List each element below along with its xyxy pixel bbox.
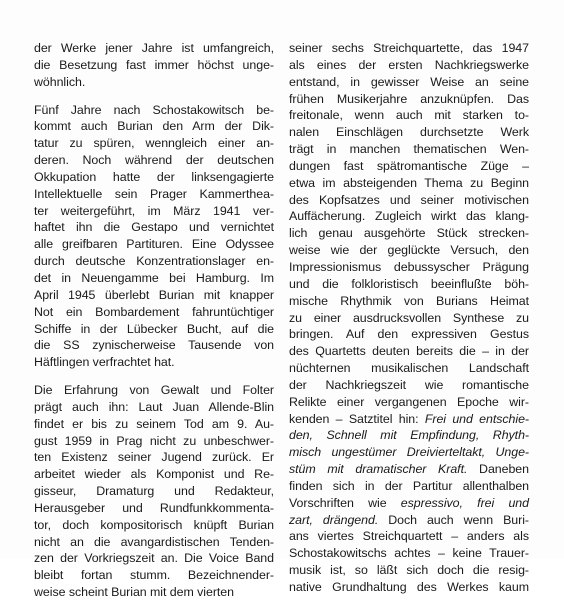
text-line: nicht an die avangardistischen Tenden-: [34, 534, 274, 549]
text-line: [289, 310, 529, 327]
text-segment: entstand, in gewisser Weise an seine: [289, 74, 529, 89]
text-line: Fünf Jahre nach Schostakowitsch be-: [34, 102, 274, 117]
text-line: Schiffe in der Lübecker Bucht, auf die: [34, 321, 274, 336]
text-line: tatur zu spüren, wenngleich einer an-: [34, 136, 274, 151]
text-segment: lich genau ausgehörte Stück strecken-: [289, 226, 529, 241]
text-line: Not ein Bombardement fahruntüchtiger: [34, 304, 274, 319]
text-segment: trägt in manchen thematischen Wen-: [289, 142, 529, 157]
right-paragraph-1: [289, 40, 529, 596]
text-line: [289, 427, 529, 444]
text-segment: Doch auch wenn Buri-: [378, 512, 529, 527]
italic-text-segment: stüm mit dramatischer Kraft.: [289, 462, 468, 477]
left-paragraph-2: [34, 102, 274, 372]
text-line: [289, 360, 529, 377]
text-line: alle greifbaren Partituren. Eine Odyssee: [34, 237, 274, 252]
text-line: det in Neuengamme bei Hamburg. Im: [34, 270, 274, 285]
text-line: [289, 377, 529, 394]
text-line: [289, 242, 529, 259]
text-line: weise scheint Burian mit dem vierten: [34, 585, 234, 600]
text-segment: zu einer ausdrucksvollen Synthese zu: [289, 310, 529, 325]
text-segment: ans viertes Streichquartett – anders als: [289, 529, 529, 544]
text-line: [289, 141, 529, 158]
text-line: ten Existenz seiner Jugend zurück. Er: [34, 450, 274, 465]
text-segment: der Nachkriegszeit wie romantische: [289, 377, 529, 392]
text-line: gust 1959 in Prag nicht zu unbeschwer-: [34, 433, 274, 448]
text-segment: nalen Einschlägen durchsetzte Werk: [289, 125, 529, 140]
text-line: [289, 579, 529, 596]
text-segment: Daneben: [467, 462, 529, 477]
text-segment: Auffächerung. Zugleich wirkt das klang-: [289, 209, 529, 224]
text-line: [289, 175, 529, 192]
text-line: durch deutsche Konzentrationslager en-: [34, 254, 274, 269]
text-segment: dungen fast spätromantische Züge –: [289, 158, 529, 173]
text-line: [289, 394, 529, 411]
text-line: [289, 293, 529, 310]
text-segment: Relikte einer vergangenen Epoche wir-: [289, 394, 529, 409]
text-line: deren. Noch während der deutschen: [34, 153, 274, 168]
text-line: Häftlingen verfrachtet hat.: [34, 355, 175, 370]
right-text-column: [289, 40, 529, 596]
text-line: [289, 411, 529, 428]
italic-text-segment: Frei und entschie-: [424, 411, 529, 426]
text-segment: Schostakowitschs achtes – keine Trauer-: [289, 546, 529, 561]
text-segment: nüchternen musikalischen Landschaft: [289, 361, 529, 376]
text-line: [289, 461, 529, 478]
text-line: [289, 545, 529, 562]
text-line: Intellektuelle sein Prager Kammerthea-: [34, 186, 274, 201]
text-segment: bringen. Auf den expressiven Gestus: [289, 327, 529, 342]
text-line: [289, 512, 529, 529]
text-line: [289, 158, 529, 175]
text-line: [289, 124, 529, 141]
text-segment: etwa im absteigenden Thema zu Beginn: [289, 175, 529, 190]
text-line: [289, 192, 529, 209]
text-line: [289, 326, 529, 343]
text-segment: freitonale, wenn auch mit starken to-: [289, 108, 529, 123]
text-line: [289, 57, 529, 74]
text-line: [289, 208, 529, 225]
text-line: [289, 444, 529, 461]
text-line: [289, 562, 529, 579]
text-segment: kenden – Satztitel hin:: [289, 411, 425, 426]
text-line: [289, 528, 529, 545]
text-segment: des Quartetts deuten bereits die – in der: [289, 344, 529, 359]
italic-text-segment: espressivo, frei und: [400, 495, 529, 510]
left-text-column: [34, 40, 274, 601]
text-segment: und die folkloristisch beeinflußte böh-: [289, 276, 529, 291]
text-line: tor, doch kompositorisch knüpft Burian: [34, 517, 274, 532]
text-line: findet er bis zu seinem Tod am 9. Au-: [34, 416, 274, 431]
text-line: [289, 495, 529, 512]
text-segment: Vorschriften wie: [289, 495, 401, 510]
text-line: ter weitergeführt, im März 1941 ver-: [34, 203, 274, 218]
text-line: April 1945 überlebt Burian mit knapper: [34, 287, 274, 302]
italic-text-segment: misch ungestümer Dreivierteltakt, Unge-: [289, 445, 529, 460]
italic-text-segment: den, Schnell mit Empfindung, Rhyth-: [289, 428, 529, 443]
text-line: haftet ihn die Gestapo und vernichtet: [34, 220, 274, 235]
text-line: Die Erfahrung von Gewalt und Folter: [34, 383, 274, 398]
left-paragraph-3: [34, 382, 274, 601]
text-line: Okkupation hatte der linksengagierte: [34, 169, 274, 184]
text-line: der Werke jener Jahre ist umfangreich,: [34, 41, 274, 55]
text-line: arbeitet wieder als Komponist und Re-: [34, 467, 274, 482]
italic-text-segment: zart, drängend.: [289, 512, 379, 527]
text-segment: mische Rhythmik von Burians Heimat: [289, 293, 529, 308]
text-line: [289, 225, 529, 242]
text-line: wöhnlich.: [34, 74, 86, 89]
text-line: [289, 276, 529, 293]
text-line: bleibt fortan stumm. Bezeichnender-: [34, 568, 274, 583]
text-line: zen der Vorkriegszeit an. Die Voice Band: [34, 551, 274, 566]
text-line: gisseur, Dramaturg und Redakteur,: [34, 484, 274, 499]
text-segment: seiner sechs Streichquartette, das 1947: [289, 41, 529, 55]
text-line: die Besetzung fast immer höchst unge-: [34, 57, 274, 72]
text-line: [289, 259, 529, 276]
text-line: [289, 91, 529, 108]
text-line: prägt auch ihn: Laut Juan Allende-Blin: [34, 399, 274, 414]
text-segment: frühen Musikerjahre anzuknüpfen. Das: [289, 91, 529, 106]
text-line: [289, 74, 529, 91]
text-line: [289, 107, 529, 124]
text-segment: weise wie der geglückte Versuch, den: [289, 243, 529, 258]
text-segment: native Grundhaltung des Werkes kaum: [289, 580, 529, 594]
text-segment: als eines der ersten Nachkriegswerke: [289, 57, 529, 72]
text-line: kommt auch Burian den Arm der Dik-: [34, 119, 274, 134]
text-line: die SS zynischerweise Tausende von: [34, 338, 274, 353]
text-segment: Impressionismus debussyscher Prägung: [289, 259, 529, 274]
text-line: [289, 40, 529, 57]
text-line: [289, 478, 529, 495]
text-segment: finden sich in der Partitur allenthalben: [289, 478, 529, 493]
text-segment: musik ist, so läßt sich doch die resig-: [289, 563, 529, 578]
text-segment: des Kopfsatzes und seiner motivischen: [289, 192, 529, 207]
text-line: [289, 343, 529, 360]
text-line: Herausgeber und Rundfunkkommenta-: [34, 500, 274, 515]
left-paragraph-1: [34, 40, 274, 91]
